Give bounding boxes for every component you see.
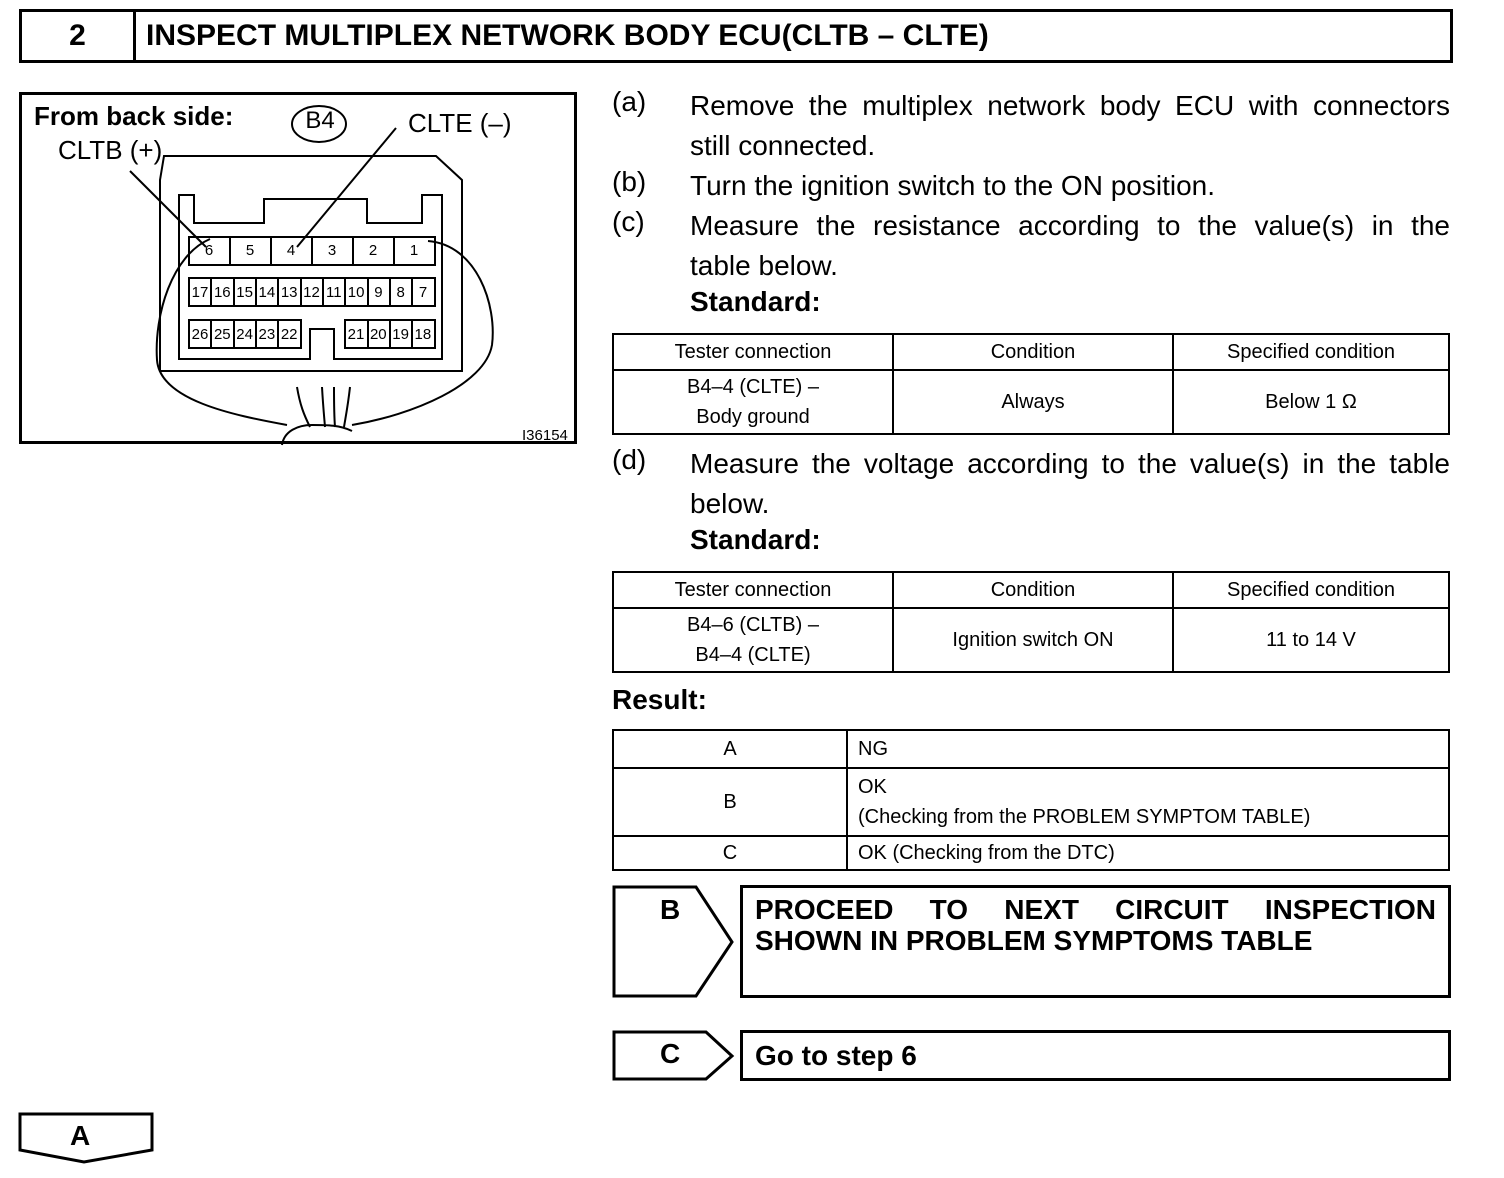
step-a-line1: Remove the multiplex network body ECU with connectors	[690, 90, 1450, 121]
step-a-letter: (a)	[612, 86, 647, 117]
step-d-line1: Measure the voltage according to the value(s) in the table	[690, 448, 1450, 479]
step-b-text: Turn the ignition switch to the ON position.	[690, 170, 1215, 201]
pin-number: 25	[213, 326, 231, 343]
pin-number: 10	[347, 284, 365, 301]
pin-number: 4	[286, 242, 296, 259]
pin-number: 18	[414, 326, 432, 343]
result-c-action-box	[740, 1030, 1451, 1081]
result-c-label: C	[660, 1038, 681, 1069]
table-header: Tester connection	[613, 334, 893, 370]
pin-number: 7	[418, 284, 428, 301]
result-table	[612, 729, 1450, 871]
clte-label: CLTE (–)	[408, 108, 512, 138]
pin-number: 15	[236, 284, 253, 301]
pin-number: 21	[347, 326, 365, 343]
pin-number: 1	[409, 242, 419, 259]
figure-id: I36154	[522, 427, 568, 444]
result-label: Result:	[612, 684, 707, 715]
result-key: A	[613, 730, 847, 768]
resistance-table	[612, 333, 1450, 435]
voltage-table	[612, 571, 1450, 673]
table-header: Specified condition	[1173, 572, 1449, 608]
table-cell-condition: Ignition switch ON	[893, 608, 1173, 672]
from-back-side-label: From back side:	[34, 101, 234, 131]
standard-label-d: Standard:	[690, 524, 821, 555]
cltb-label: CLTB (+)	[58, 135, 163, 165]
step-b-letter: (b)	[612, 166, 647, 197]
result-b-action-box	[740, 885, 1451, 998]
connection-line1: B4–6 (CLTB) –	[687, 614, 819, 636]
table-cell-connection	[613, 370, 893, 434]
pin-number: 20	[369, 326, 387, 343]
pin-number: 23	[258, 326, 276, 343]
connection-line2: Body ground	[696, 406, 810, 428]
result-value-line2: (Checking from the PROBLEM SYMPTOM TABLE)	[858, 806, 1311, 828]
pin-number: 3	[327, 242, 337, 259]
step-header	[19, 9, 1453, 63]
pin-number: 13	[280, 284, 298, 301]
pin-number: 6	[204, 242, 214, 259]
step-c-letter: (c)	[612, 206, 645, 237]
table-cell-specified: 11 to 14 V	[1173, 608, 1449, 672]
pin-number: 19	[392, 326, 409, 343]
result-value	[847, 768, 1449, 836]
step-title: INSPECT MULTIPLEX NETWORK BODY ECU(CLTB – CLTE)	[146, 19, 989, 52]
table-header: Tester connection	[613, 572, 893, 608]
step-c-line1: Measure the resistance according to the value(s) in the	[690, 210, 1450, 241]
result-b-label: B	[660, 894, 681, 925]
result-key: C	[613, 836, 847, 870]
step-d-letter: (d)	[612, 444, 647, 475]
standard-label-c: Standard:	[690, 286, 821, 317]
table-cell-specified: Below 1 Ω	[1173, 370, 1449, 434]
pin-number: 14	[258, 284, 276, 301]
result-key: B	[613, 768, 847, 836]
step-d-line2: below.	[690, 488, 770, 519]
result-value-line1: OK	[858, 776, 887, 798]
pin-number: 5	[245, 242, 255, 259]
pin-number: 26	[191, 326, 209, 343]
pin-number: 9	[374, 284, 383, 301]
table-header: Condition	[893, 572, 1173, 608]
pin-number: 16	[213, 284, 231, 301]
connection-line1: B4–4 (CLTE) –	[687, 376, 819, 398]
table-header: Condition	[893, 334, 1173, 370]
step-number: 2	[22, 12, 136, 60]
pin-number: 2	[368, 242, 378, 259]
table-cell-connection	[613, 608, 893, 672]
table-header: Specified condition	[1173, 334, 1449, 370]
result-c-text: Go to step 6	[755, 1040, 917, 1071]
pin-number: 12	[303, 284, 320, 301]
step-c-line2: table below.	[690, 250, 838, 281]
step-a-line2: still connected.	[690, 130, 876, 161]
pin-number: 17	[191, 284, 209, 301]
result-value: NG	[847, 730, 1449, 768]
result-b-line1: PROCEED TO NEXT CIRCUIT INSPECTION	[755, 894, 1436, 925]
table-cell-condition: Always	[893, 370, 1173, 434]
pin-number: 22	[280, 326, 298, 343]
connection-line2: B4–4 (CLTE)	[695, 644, 811, 666]
pin-number: 11	[326, 284, 342, 301]
result-b-line2: SHOWN IN PROBLEM SYMPTOMS TABLE	[755, 925, 1313, 956]
result-a-label: A	[70, 1120, 91, 1151]
connector-id: B4	[305, 107, 335, 134]
pin-number: 24	[236, 326, 253, 343]
connector-figure	[19, 92, 577, 444]
result-value: OK (Checking from the DTC)	[847, 836, 1449, 870]
pin-number: 8	[396, 284, 405, 301]
